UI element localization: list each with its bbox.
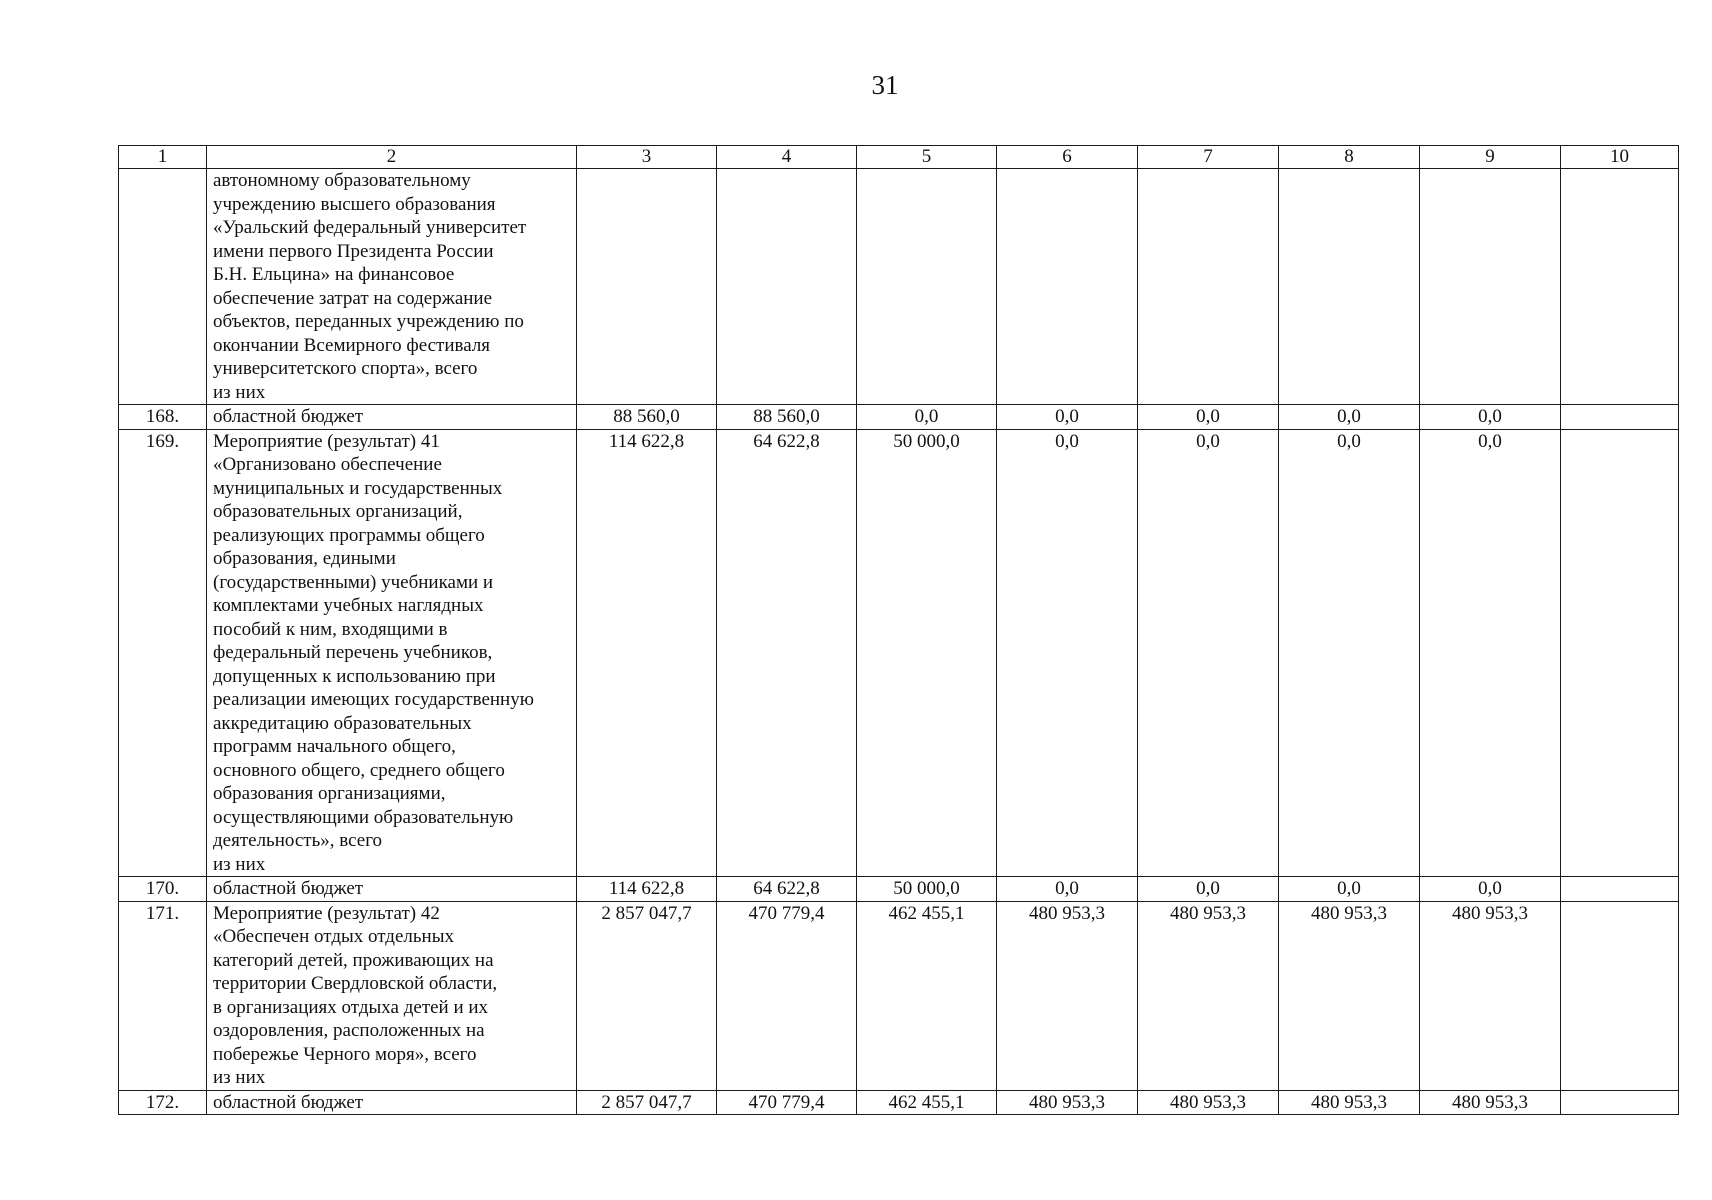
table-row	[119, 169, 1679, 405]
description-line: из них	[213, 853, 266, 875]
header-cell: 5	[857, 146, 997, 169]
description-line: образовательных организаций,	[213, 501, 463, 522]
value-cell: 470 779,4	[717, 1090, 857, 1115]
description-line: Мероприятие (результат) 42	[213, 902, 440, 924]
table-row	[119, 405, 1679, 430]
row-number: 168.	[119, 405, 207, 430]
description-line: учреждению высшего образования	[213, 193, 496, 215]
description-line: Мероприятие (результат) 41	[213, 430, 440, 452]
value-cell: 88 560,0	[577, 405, 717, 430]
value-cell	[1561, 405, 1679, 430]
description-line: обеспечение затрат на содержание	[213, 287, 493, 309]
header-cell: 6	[997, 146, 1138, 169]
value-cell: 0,0	[857, 405, 997, 430]
value-cell: 470 779,4	[717, 901, 857, 1090]
description-line: образования организациями,	[213, 783, 446, 804]
description-line: Б.Н. Ельцина» на финансовое	[213, 264, 455, 285]
header-cell: 2	[207, 146, 577, 169]
value-cell	[1561, 901, 1679, 1090]
description-line: из них	[213, 381, 266, 403]
table-body	[119, 169, 1679, 1115]
value-cell: 480 953,3	[1420, 1090, 1561, 1115]
description-line: программ начального общего,	[213, 736, 456, 757]
value-cell: 0,0	[997, 877, 1138, 902]
description-line: федеральный перечень учебников,	[213, 642, 493, 663]
value-cell: 480 953,3	[1420, 901, 1561, 1090]
row-description	[207, 429, 577, 877]
description-line: областной бюджет	[213, 878, 364, 899]
value-cell: 50 000,0	[857, 877, 997, 902]
description-line: осуществляющими образовательную	[213, 806, 514, 828]
header-cell: 8	[1279, 146, 1420, 169]
description-line: реализации имеющих государственную	[213, 689, 534, 710]
value-cell: 0,0	[997, 429, 1138, 877]
header-cell: 1	[119, 146, 207, 169]
value-cell: 88 560,0	[717, 405, 857, 430]
description-line: областной бюджет	[213, 406, 364, 427]
description-line: «Обеспечен отдых отдельных	[213, 926, 454, 947]
value-cell: 0,0	[1420, 429, 1561, 877]
description-line: образования, едиными	[213, 548, 396, 569]
description-line: (государственными) учебниками и	[213, 571, 494, 593]
value-cell: 0,0	[1279, 405, 1420, 430]
value-cell	[717, 169, 857, 405]
value-cell	[1420, 169, 1561, 405]
description-line: оздоровления, расположенных на	[213, 1020, 485, 1041]
description-line: категорий детей, проживающих на	[213, 949, 494, 971]
value-cell: 480 953,3	[997, 1090, 1138, 1115]
value-cell	[1138, 169, 1279, 405]
header-cell: 7	[1138, 146, 1279, 169]
description-line: университетского спорта», всего	[213, 358, 478, 379]
value-cell: 64 622,8	[717, 877, 857, 902]
value-cell: 480 953,3	[997, 901, 1138, 1090]
description-line: «Уральский федеральный университет	[213, 217, 527, 238]
row-description	[207, 901, 577, 1090]
description-line: объектов, переданных учреждению по	[213, 311, 524, 332]
page-number: 31	[871, 70, 899, 100]
description-line: территории Свердловской области,	[213, 973, 498, 994]
description-line: в организациях отдыха детей и их	[213, 996, 489, 1018]
description-line: окончании Всемирного фестиваля	[213, 334, 491, 356]
row-number: 172.	[119, 1090, 207, 1115]
value-cell: 0,0	[1138, 877, 1279, 902]
description-line: пособий к ним, входящими в	[213, 618, 448, 640]
description-line: автономному образовательному	[213, 170, 471, 191]
row-number	[119, 169, 207, 405]
value-cell: 114 622,8	[577, 877, 717, 902]
value-cell: 462 455,1	[857, 1090, 997, 1115]
value-cell: 480 953,3	[1279, 901, 1420, 1090]
description-line: основного общего, среднего общего	[213, 759, 505, 781]
row-number: 169.	[119, 429, 207, 877]
row-number: 171.	[119, 901, 207, 1090]
value-cell: 0,0	[1420, 877, 1561, 902]
row-description	[207, 169, 577, 405]
value-cell: 480 953,3	[1138, 901, 1279, 1090]
description-line: «Организовано обеспечение	[213, 454, 442, 475]
value-cell: 0,0	[1279, 429, 1420, 877]
value-cell: 462 455,1	[857, 901, 997, 1090]
description-line: муниципальных и государственных	[213, 477, 503, 499]
value-cell: 0,0	[1138, 429, 1279, 877]
value-cell	[577, 169, 717, 405]
value-cell: 2 857 047,7	[577, 901, 717, 1090]
table-row	[119, 901, 1679, 1090]
value-cell: 0,0	[997, 405, 1138, 430]
header-cell: 4	[717, 146, 857, 169]
description-line: имени первого Президента России	[213, 240, 494, 262]
value-cell: 480 953,3	[1279, 1090, 1420, 1115]
row-description	[207, 405, 577, 430]
header-row	[119, 146, 1679, 169]
description-line: побережье Черного моря», всего	[213, 1043, 477, 1065]
value-cell: 0,0	[1279, 877, 1420, 902]
header-cell: 9	[1420, 146, 1561, 169]
value-cell	[1561, 169, 1679, 405]
value-cell	[1561, 429, 1679, 877]
value-cell: 50 000,0	[857, 429, 997, 877]
header-cell: 3	[577, 146, 717, 169]
budget-table	[118, 145, 1679, 1115]
description-line: аккредитацию образовательных	[213, 712, 472, 734]
table-row	[119, 877, 1679, 902]
value-cell	[1279, 169, 1420, 405]
value-cell: 480 953,3	[1138, 1090, 1279, 1115]
value-cell	[997, 169, 1138, 405]
value-cell: 0,0	[1420, 405, 1561, 430]
row-number: 170.	[119, 877, 207, 902]
value-cell	[1561, 1090, 1679, 1115]
value-cell	[1561, 877, 1679, 902]
row-description	[207, 1090, 577, 1115]
description-line: областной бюджет	[213, 1091, 364, 1113]
value-cell: 2 857 047,7	[577, 1090, 717, 1115]
value-cell: 64 622,8	[717, 429, 857, 877]
description-line: из них	[213, 1067, 266, 1088]
description-line: деятельность», всего	[213, 830, 383, 851]
header-cell: 10	[1561, 146, 1679, 169]
value-cell: 0,0	[1138, 405, 1279, 430]
table-row	[119, 429, 1679, 877]
table-row	[119, 1090, 1679, 1115]
description-line: допущенных к использованию при	[213, 665, 496, 687]
description-line: реализующих программы общего	[213, 524, 485, 546]
row-description	[207, 877, 577, 902]
description-line: комплектами учебных наглядных	[213, 595, 484, 616]
value-cell: 114 622,8	[577, 429, 717, 877]
value-cell	[857, 169, 997, 405]
